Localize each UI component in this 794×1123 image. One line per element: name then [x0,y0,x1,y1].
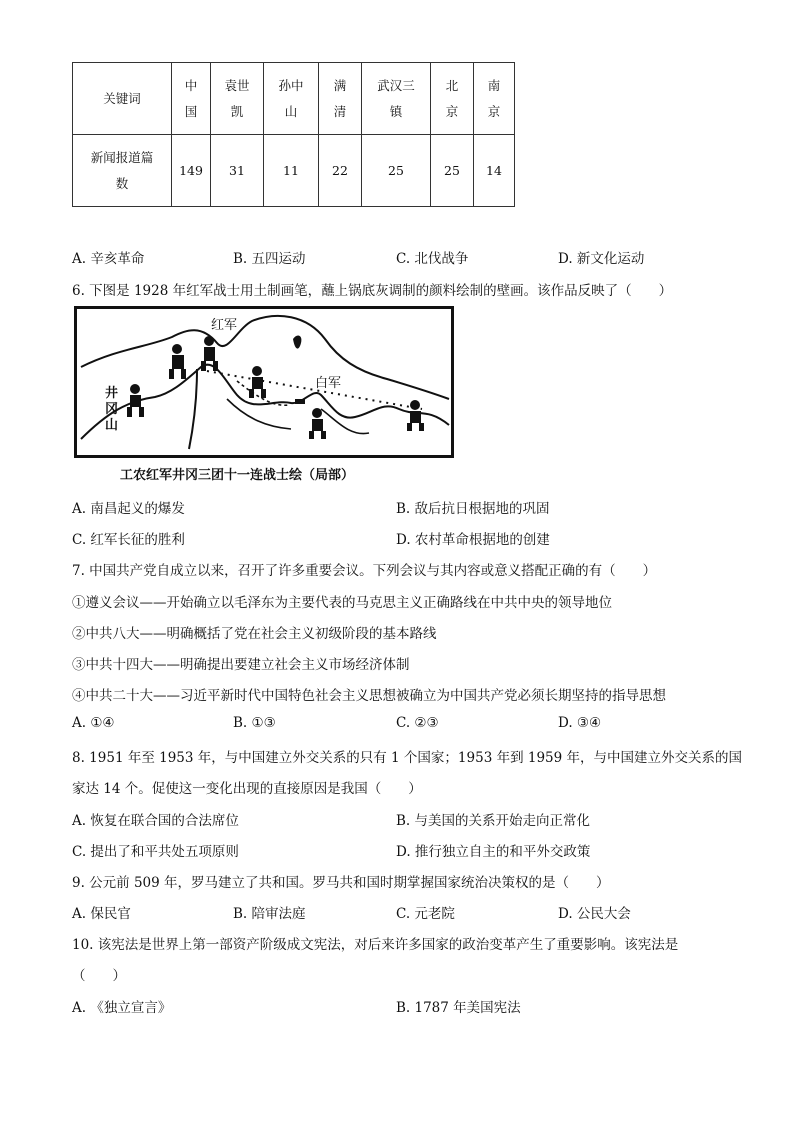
option-c[interactable]: C. ②③ [396,715,439,731]
mural-figure [74,306,454,458]
table-cell: 14 [474,135,515,207]
q7-stem: 7. 中国共产党自成立以来，召开了许多重要会议。下列会议与其内容或意义搭配正确的有（ ） [72,563,657,579]
keyword-table [72,62,515,207]
table-cell: 25 [362,135,431,207]
keyword: 满 [333,77,347,93]
mural-drawing [77,309,451,455]
keyword: 北 [445,77,459,93]
table-cell [211,63,264,135]
q10-stem-line2: （ ） [72,968,126,984]
keyword: 孙中 [278,77,304,93]
option-d[interactable]: D. 新文化运动 [558,251,645,267]
option-b[interactable]: B. 陪审法庭 [233,906,306,922]
table-cell: 22 [319,135,362,207]
label-red-army: 红军 [211,318,238,333]
keyword: 山 [284,103,298,119]
keyword: 京 [487,103,501,119]
table-cell: 149 [172,135,211,207]
q7-item-1: ①遵义会议——开始确立以毛泽东为主要代表的马克思主义正确路线在中共中央的领导地位 [72,595,612,611]
option-d[interactable]: D. 推行独立自主的和平外交政策 [396,844,591,860]
keyword: 京 [445,103,459,119]
table-row [73,135,515,207]
table-cell: 25 [431,135,474,207]
option-a[interactable]: A. 南昌起义的爆发 [72,501,185,517]
option-b[interactable]: B. 与美国的关系开始走向正常化 [396,813,591,829]
option-c[interactable]: C. 提出了和平共处五项原则 [72,844,239,860]
option-a[interactable]: A. 恢复在联合国的合法席位 [72,813,239,829]
q9-stem: 9. 公元前 509 年，罗马建立了共和国。罗马共和国时期掌握国家统治决策权的是（ ） [72,875,610,891]
table-cell: 31 [211,135,264,207]
table-cell [474,63,515,135]
row-label: 新闻报道篇 [90,149,154,165]
option-a[interactable]: A. ①④ [72,715,115,731]
q7-item-3: ③中共十四大——明确提出要建立社会主义市场经济体制 [72,657,410,673]
keyword: 南 [487,77,501,93]
keyword: 中 [184,77,198,93]
keyword: 袁世 [224,77,250,93]
label-white-army: 白军 [315,376,342,391]
option-d[interactable]: D. ③④ [558,715,602,731]
row-label: 数 [115,175,129,191]
option-d[interactable]: D. 农村革命根据地的创建 [396,532,550,548]
keyword: 国 [184,103,198,119]
table-cell [73,135,172,207]
keyword: 武汉三 [377,77,415,93]
option-b[interactable]: B. 1787 年美国宪法 [396,1000,521,1016]
option-c[interactable]: C. 元老院 [396,906,455,922]
q6-stem: 6. 下图是 1928 年红军战士用土制画笔，蘸上锅底灰调制的颜料绘制的壁画。该作品反映了（ ） [72,283,673,299]
header-label: 关键词 [103,90,141,106]
table-cell: 11 [264,135,319,207]
q8-stem-line1: 8. 1951 年至 1953 年，与中国建立外交关系的只有 1 个国家；1953 年到 1959 年，与中国建立外交关系的国 [72,750,743,766]
label-jinggangshan: 井冈山 [105,386,119,433]
q7-item-2: ②中共八大——明确概括了党在社会主义初级阶段的基本路线 [72,626,437,642]
table-cell [431,63,474,135]
table-cell [319,63,362,135]
table-cell [264,63,319,135]
option-d[interactable]: D. 公民大会 [558,906,631,922]
figure-caption: 工农红军井冈三团十一连战士绘（局部） [120,468,355,483]
table-cell [73,63,172,135]
option-c[interactable]: C. 北伐战争 [396,251,469,267]
option-a[interactable]: A. 辛亥革命 [72,251,145,267]
q10-stem-line1: 10. 该宪法是世界上第一部资产阶级成文宪法，对后来许多国家的政治变革产生了重要影响。该宪法是 [72,937,679,953]
option-a[interactable]: A. 《独立宣言》 [72,1000,172,1016]
table-row [73,63,515,135]
q7-item-4: ④中共二十大——习近平新时代中国特色社会主义思想被确立为中国共产党必须长期坚持的指导思想 [72,688,666,704]
keyword: 清 [333,103,347,119]
option-b[interactable]: B. 敌后抗日根据地的巩固 [396,501,550,517]
table-cell [362,63,431,135]
option-c[interactable]: C. 红军长征的胜利 [72,532,185,548]
table-cell [172,63,211,135]
option-b[interactable]: B. 五四运动 [233,251,306,267]
option-a[interactable]: A. 保民官 [72,906,131,922]
keyword: 凯 [230,103,244,119]
option-b[interactable]: B. ①③ [233,715,276,731]
keyword: 镇 [389,103,403,119]
q8-stem-line2: 家达 14 个。促使这一变化出现的直接原因是我国（ ） [72,781,422,797]
